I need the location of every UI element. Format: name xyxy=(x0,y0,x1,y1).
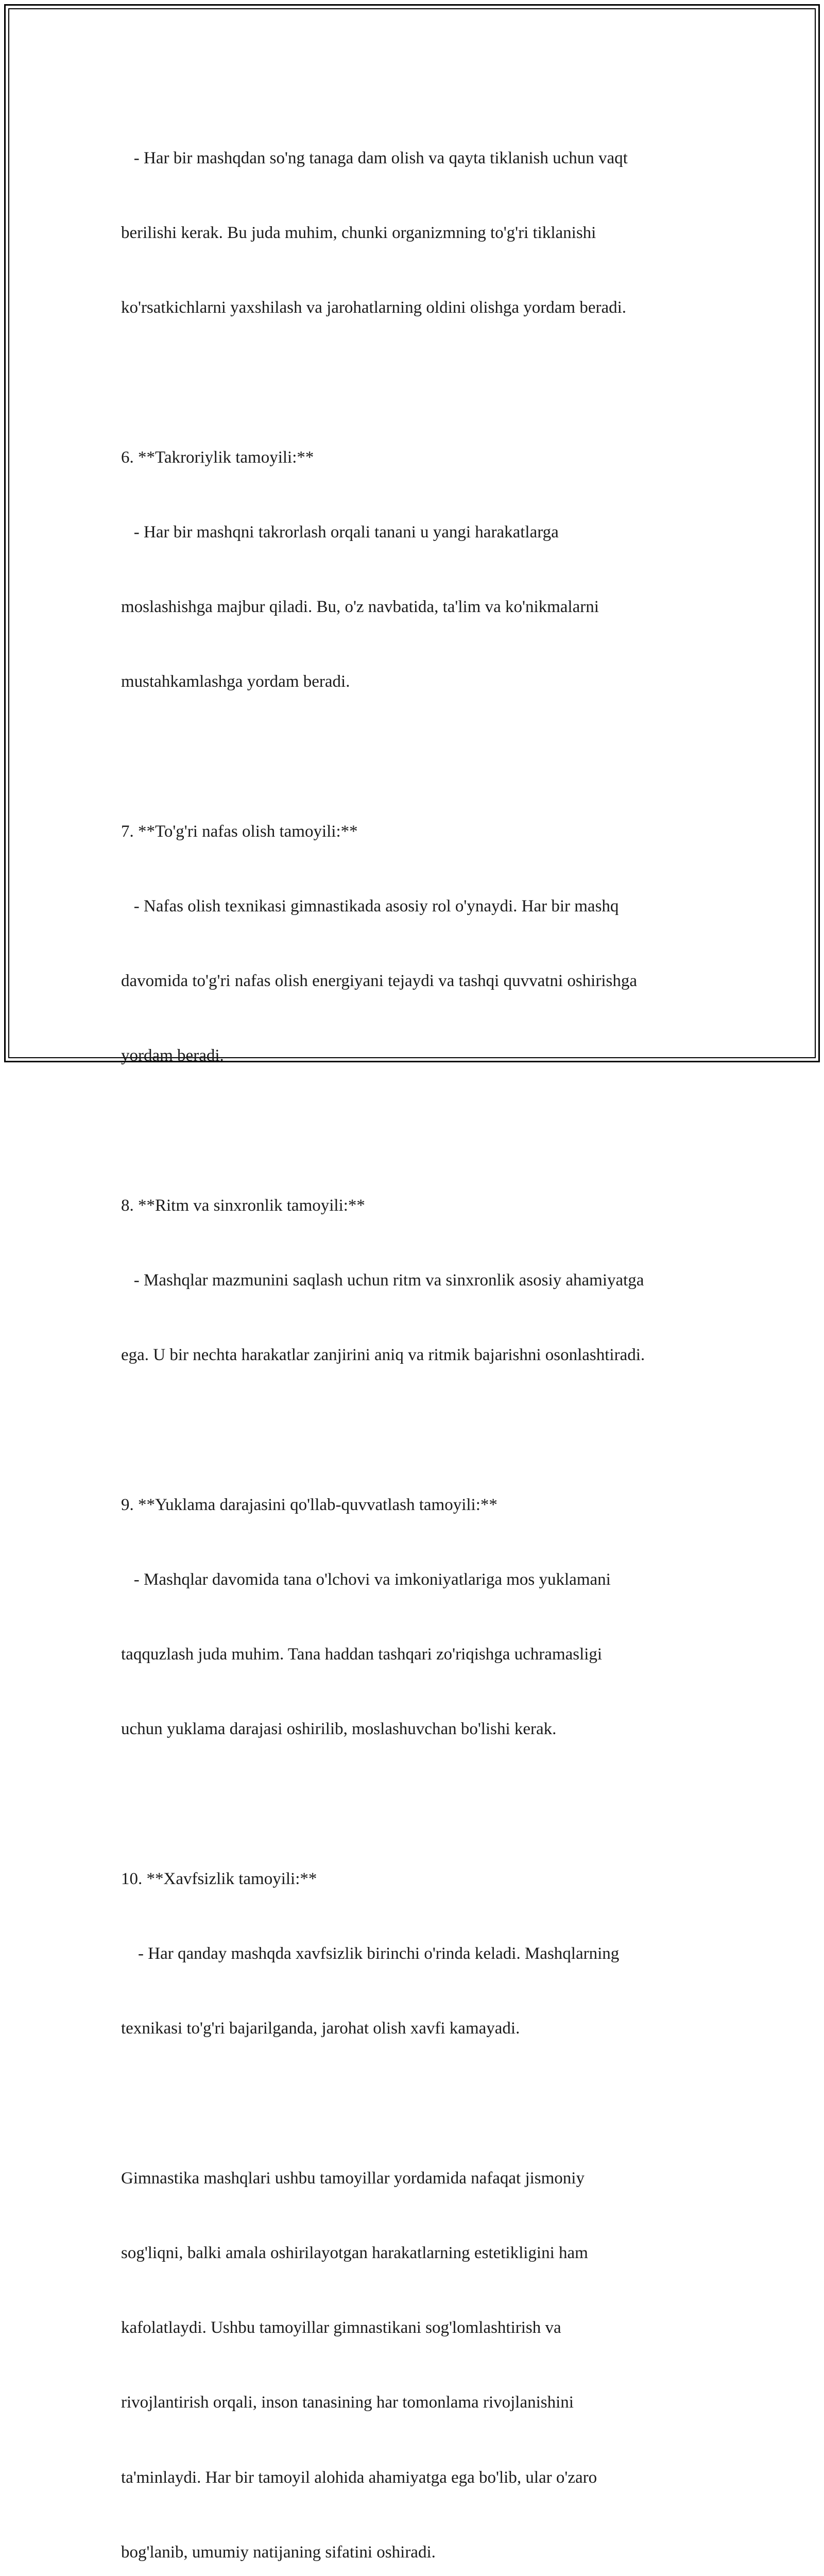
list-item-7 xyxy=(121,769,729,1118)
text-line: - Nafas olish texnikasi gimnastikada asosiy rol o'ynaydi. Har bir mashq xyxy=(121,896,619,916)
text-line: yordam beradi. xyxy=(121,1046,224,1065)
paragraph-conclusion xyxy=(121,2116,729,2576)
paragraph-recovery-continuation xyxy=(121,96,729,370)
text-line: Gimnastika mashqlari ushbu tamoyillar yordamida nafaqat jismoniy xyxy=(121,2168,585,2188)
text-line: bog'lanib, umumiy natijaning sifatini oshiradi. xyxy=(121,2543,436,2562)
list-item-10 xyxy=(121,1817,729,2091)
text-line: taqquzlash juda muhim. Tana haddan tashqari zo'riqishga uchramasligi xyxy=(121,1645,603,1664)
text-line: davomida to'g'ri nafas olish energiyani tejaydi va tashqi quvvatni oshirishga xyxy=(121,972,637,991)
text-line: - Har bir mashqdan so'ng tanaga dam olish va qayta tiklanish uchun vaqt xyxy=(121,148,628,167)
text-line: mustahkamlashga yordam beradi. xyxy=(121,672,350,691)
list-item-heading: 9. **Yuklama darajasini qo'llab-quvvatlash tamoyili:** xyxy=(121,1495,497,1514)
document-body xyxy=(121,96,729,2576)
list-item-heading: 6. **Takroriylik tamoyili:** xyxy=(121,448,314,467)
text-line: berilishi kerak. Bu juda muhim, chunki organizmning to'g'ri tiklanishi xyxy=(121,224,596,243)
text-line: texnikasi to'g'ri bajarilganda, jarohat olish xavfi kamayadi. xyxy=(121,2019,520,2038)
text-line: kafolatlaydi. Ushbu tamoyillar gimnastikani sog'lomlashtirish va xyxy=(121,2318,561,2337)
text-line: - Mashqlar davomida tana o'lchovi va imkoniyatlariga mos yuklamani xyxy=(121,1570,611,1589)
text-line: ko'rsatkichlarni yaxshilash va jarohatlarning oldini olishga yordam beradi. xyxy=(121,298,627,317)
text-line: - Har bir mashqni takrorlash orqali tanani u yangi harakatlarga xyxy=(121,522,559,541)
text-line: - Mashqlar mazmunini saqlash uchun ritm va sinxronlik asosiy ahamiyatga xyxy=(121,1271,644,1290)
text-line: - Har qanday mashqda xavfsizlik birinchi o'rinda keladi. Mashqlarning xyxy=(121,1944,620,1963)
list-item-heading: 8. **Ritm va sinxronlik tamoyili:** xyxy=(121,1196,365,1215)
list-item-9 xyxy=(121,1443,729,1792)
text-line: uchun yuklama darajasi oshirilib, moslashuvchan bo'lishi kerak. xyxy=(121,1720,557,1739)
list-item-8 xyxy=(121,1143,729,1417)
text-line: sog'liqni, balki amala oshirilayotgan harakatlarning estetikligini ham xyxy=(121,2243,588,2262)
text-line: moslashishga majbur qiladi. Bu, o'z navbatida, ta'lim va ko'nikmalarni xyxy=(121,598,599,617)
list-item-6 xyxy=(121,395,729,744)
text-line: rivojlantirish orqali, inson tanasining har tomonlama rivojlanishini xyxy=(121,2393,574,2412)
text-line: ega. U bir nechta harakatlar zanjirini aniq va ritmik bajarishni osonlashtiradi. xyxy=(121,1346,645,1365)
list-item-heading: 7. **To'g'ri nafas olish tamoyili:** xyxy=(121,822,358,841)
text-line: ta'minlaydi. Har bir tamoyil alohida ahamiyatga ega bo'lib, ular o'zaro xyxy=(121,2468,597,2487)
list-item-heading: 10. **Xavfsizlik tamoyili:** xyxy=(121,1869,317,1888)
